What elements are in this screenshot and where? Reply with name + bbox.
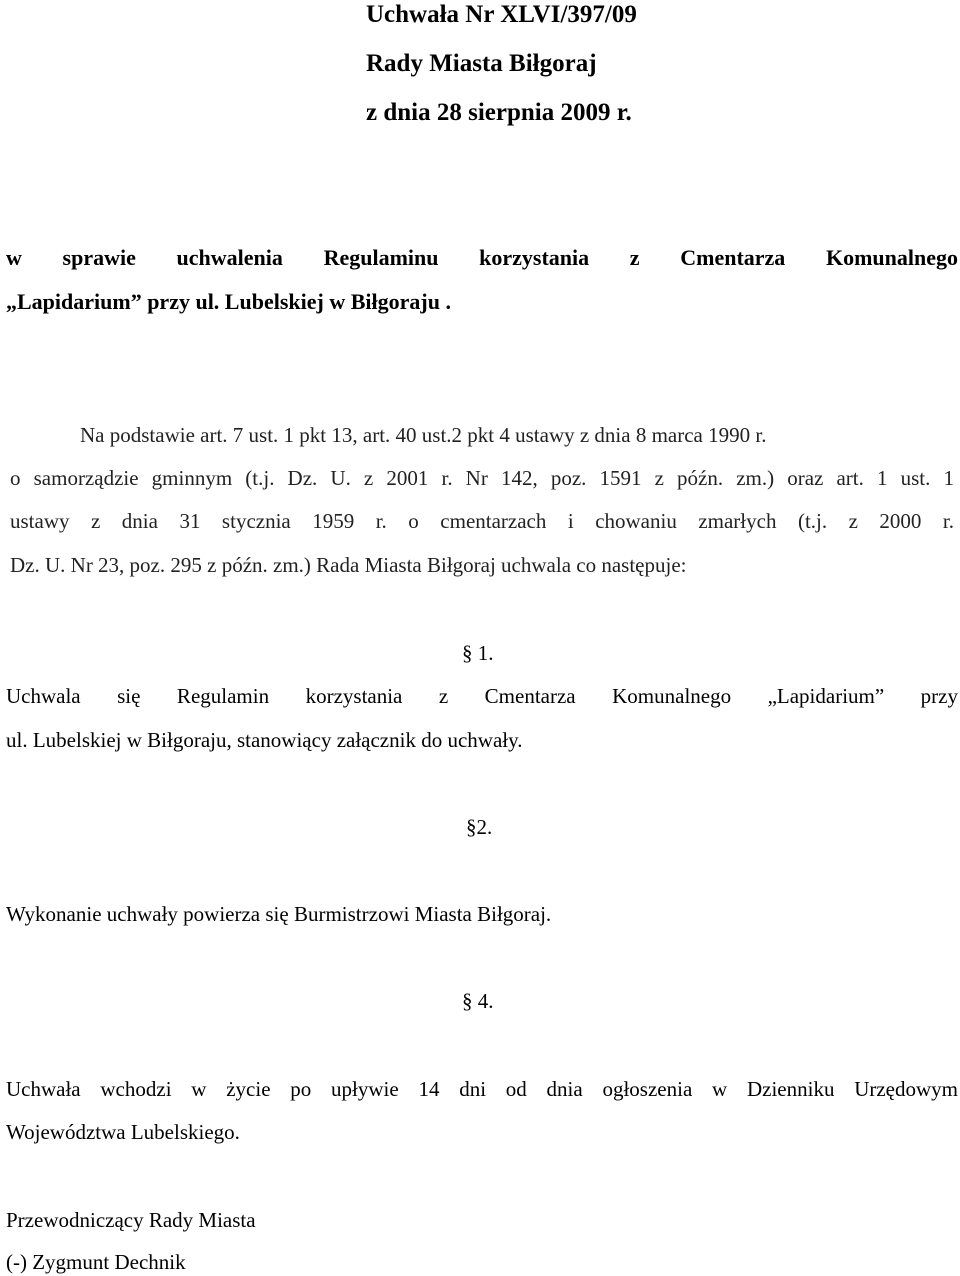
section-1-mark: § 1.: [462, 641, 494, 665]
legal-basis-line-3: ustawy z dnia 31 stycznia 1959 r. o cmentarzach i chowaniu zmarłych (t.j. z 2000 r.: [10, 509, 954, 533]
section-2-mark: §2.: [466, 815, 493, 839]
signatory-name: (-) Zygmunt Dechnik: [6, 1250, 186, 1274]
section-4-mark: § 4.: [462, 989, 494, 1013]
section-1-line-2: ul. Lubelskiej w Biłgoraju, stanowiący załącznik do uchwały.: [6, 728, 523, 752]
issuing-body: Rady Miasta Biłgoraj: [366, 50, 597, 77]
legal-basis-line-1: Na podstawie art. 7 ust. 1 pkt 13, art. 40 ust.2 pkt 4 ustawy z dnia 8 marca 1990 r.: [80, 423, 767, 447]
subject-line-1: w sprawie uchwalenia Regulaminu korzystania z Cmentarza Komunalnego: [6, 245, 958, 270]
section-2-line-1: Wykonanie uchwały powierza się Burmistrzowi Miasta Biłgoraj.: [6, 902, 552, 926]
section-4-line-1: Uchwała wchodzi w życie po upływie 14 dni od dnia ogłoszenia w Dzienniku Urzędowym: [6, 1077, 958, 1101]
legal-basis-line-2: o samorządzie gminnym (t.j. Dz. U. z 2001 r. Nr 142, poz. 1591 z późn. zm.) oraz art. 1 ust. 1: [10, 466, 954, 490]
section-1-line-1: Uchwala się Regulamin korzystania z Cmentarza Komunalnego „Lapidarium” przy: [6, 684, 958, 708]
resolution-date: z dnia 28 sierpnia 2009 r.: [366, 99, 632, 126]
section-4-line-2: Województwa Lubelskiego.: [6, 1120, 240, 1144]
resolution-number: Uchwała Nr XLVI/397/09: [366, 1, 637, 28]
signatory-title: Przewodniczący Rady Miasta: [6, 1208, 256, 1232]
legal-basis-line-4: Dz. U. Nr 23, poz. 295 z późn. zm.) Rada Miasta Biłgoraj uchwala co następuje:: [10, 553, 687, 577]
subject-line-2: „Lapidarium” przy ul. Lubelskiej w Biłgoraju .: [6, 289, 451, 314]
